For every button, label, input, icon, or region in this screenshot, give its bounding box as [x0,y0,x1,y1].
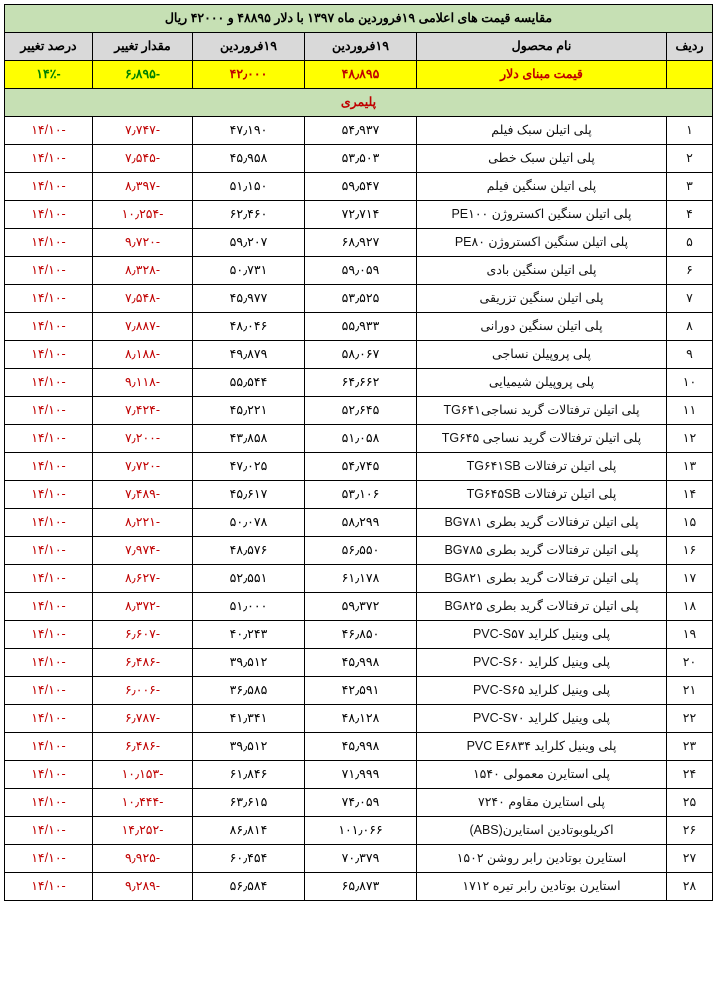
row-index: ۱ [667,117,713,145]
row-value-a: ۶۵٫۸۷۳ [305,873,417,901]
row-value-b: ۳۹٫۵۱۲ [193,649,305,677]
row-value-b: ۶۲٫۴۶۰ [193,201,305,229]
row-index: ۱۹ [667,621,713,649]
row-value-b: ۸۶٫۸۱۴ [193,817,305,845]
row-product-name: پلی اتیلن سبک فیلم [417,117,667,145]
row-change-amount: -۷٫۵۴۸ [93,285,193,313]
row-value-b: ۴۵٫۲۲۱ [193,397,305,425]
table-row [4,257,712,285]
row-index: ۱۱ [667,397,713,425]
row-change-amount: -۶٫۴۸۶ [93,733,193,761]
row-value-a: ۵۹٫۰۵۹ [305,257,417,285]
row-change-amount: -۷٫۲۰۰ [93,425,193,453]
row-change-amount: -۸٫۳۹۷ [93,173,193,201]
row-product-name: پلی اتیلن سنگین اکستروژن PE۱۰۰ [417,201,667,229]
row-product-name: اکریلوبوتادین استایرن(ABS) [417,817,667,845]
row-index: ۳ [667,173,713,201]
row-value-a: ۴۶٫۸۵۰ [305,621,417,649]
row-change-amount: -۷٫۷۴۷ [93,117,193,145]
row-change-amount: -۸٫۶۲۷ [93,565,193,593]
row-change-amount: -۶٫۶۰۷ [93,621,193,649]
row-change-percent: -۱۴/۱۰ [4,313,92,341]
row-value-b: ۵۰٫۷۳۱ [193,257,305,285]
row-value-a: ۱۰۱٫۰۶۶ [305,817,417,845]
row-product-name: پلی وینیل کلراید PVC-S۷۰ [417,705,667,733]
row-change-amount: -۷٫۵۴۵ [93,145,193,173]
row-change-percent: -۱۴/۱۰ [4,621,92,649]
table-row [4,509,712,537]
header-row [4,33,712,61]
row-index: ۱۸ [667,593,713,621]
header-product: نام محصول [417,33,667,61]
table-row [4,593,712,621]
row-value-b: ۴۸٫۰۴۶ [193,313,305,341]
row-change-percent: -۱۴/۱۰ [4,873,92,901]
row-index: ۲۶ [667,817,713,845]
row-value-a: ۴۵٫۹۹۸ [305,733,417,761]
dollar-change-percent: -۱۴٪ [4,61,92,89]
row-product-name: پلی پروپیلن شیمیایی [417,369,667,397]
row-value-b: ۴۵٫۹۵۸ [193,145,305,173]
row-product-name: پلی اتیلن سنگین فیلم [417,173,667,201]
row-change-percent: -۱۴/۱۰ [4,257,92,285]
table-row [4,565,712,593]
row-value-a: ۷۰٫۳۷۹ [305,845,417,873]
row-change-percent: -۱۴/۱۰ [4,117,92,145]
row-value-b: ۴۱٫۳۴۱ [193,705,305,733]
row-index: ۴ [667,201,713,229]
row-value-a: ۷۲٫۷۱۴ [305,201,417,229]
row-change-amount: -۹٫۲۸۹ [93,873,193,901]
row-change-percent: -۱۴/۱۰ [4,173,92,201]
row-change-amount: -۷٫۸۸۷ [93,313,193,341]
row-change-amount: -۶٫۴۸۶ [93,649,193,677]
table-row [4,369,712,397]
title-row [4,5,712,33]
row-change-percent: -۱۴/۱۰ [4,789,92,817]
row-value-a: ۵۳٫۱۰۶ [305,481,417,509]
row-change-amount: -۱۰٫۴۴۴ [93,789,193,817]
row-product-name: پلی اتیلن ترفتالات TG۶۴۱SB [417,453,667,481]
row-change-amount: -۸٫۳۷۲ [93,593,193,621]
row-value-b: ۶۰٫۴۵۴ [193,845,305,873]
row-value-a: ۴۵٫۹۹۸ [305,649,417,677]
row-value-b: ۵۵٫۵۴۴ [193,369,305,397]
row-change-amount: -۷٫۴۲۴ [93,397,193,425]
row-index: ۱۴ [667,481,713,509]
row-index: ۲۵ [667,789,713,817]
table-row [4,649,712,677]
row-value-b: ۶۱٫۸۴۶ [193,761,305,789]
row-value-a: ۵۳٫۵۰۳ [305,145,417,173]
table-row [4,397,712,425]
row-product-name: پلی وینیل کلراید PVC E۶۸۳۴ [417,733,667,761]
row-value-b: ۵۶٫۵۸۴ [193,873,305,901]
row-change-amount: -۸٫۲۲۱ [93,509,193,537]
row-product-name: پلی اتیلن ترفتالات گرید بطری BG۸۲۱ [417,565,667,593]
row-product-name: پلی استایرن مقاوم ۷۲۴۰ [417,789,667,817]
row-change-percent: -۱۴/۱۰ [4,341,92,369]
row-change-amount: -۹٫۹۲۵ [93,845,193,873]
row-product-name: استایرن بوتادین رابر تیره ۱۷۱۲ [417,873,667,901]
row-change-percent: -۱۴/۱۰ [4,677,92,705]
row-change-percent: -۱۴/۱۰ [4,649,92,677]
row-index: ۲۷ [667,845,713,873]
row-change-percent: -۱۴/۱۰ [4,369,92,397]
table-row [4,425,712,453]
row-index: ۱۰ [667,369,713,397]
row-index: ۲۲ [667,705,713,733]
header-change-percent: درصد تغییر [4,33,92,61]
row-value-a: ۵۴٫۷۴۵ [305,453,417,481]
row-value-b: ۴۷٫۰۲۵ [193,453,305,481]
row-value-b: ۴۸٫۵۷۶ [193,537,305,565]
row-value-a: ۶۴٫۶۶۲ [305,369,417,397]
table-row [4,285,712,313]
header-col-a: ۱۹فروردین [305,33,417,61]
row-product-name: پلی وینیل کلراید PVC-S۵۷ [417,621,667,649]
row-value-a: ۷۱٫۹۹۹ [305,761,417,789]
row-product-name: پلی اتیلن ترفتالات گرید نساجیTG۶۴۱ [417,397,667,425]
row-value-b: ۳۶٫۵۸۵ [193,677,305,705]
section-row-polymer [4,89,712,117]
header-index: ردیف [667,33,713,61]
row-change-percent: -۱۴/۱۰ [4,537,92,565]
row-index: ۱۶ [667,537,713,565]
dollar-label: قیمت مبنای دلار [417,61,667,89]
row-value-a: ۵۵٫۹۳۳ [305,313,417,341]
row-value-a: ۴۸٫۱۲۸ [305,705,417,733]
row-value-b: ۳۹٫۵۱۲ [193,733,305,761]
table-row [4,117,712,145]
header-col-b: ۱۹فروردین [193,33,305,61]
table-row [4,313,712,341]
row-product-name: پلی وینیل کلراید PVC-S۶۰ [417,649,667,677]
row-change-amount: -۱۴٫۲۵۲ [93,817,193,845]
row-value-a: ۵۶٫۵۵۰ [305,537,417,565]
row-change-percent: -۱۴/۱۰ [4,145,92,173]
row-change-percent: -۱۴/۱۰ [4,453,92,481]
row-value-a: ۴۲٫۵۹۱ [305,677,417,705]
row-product-name: پلی اتیلن ترفتالات گرید بطری BG۸۲۵ [417,593,667,621]
row-index: ۱۳ [667,453,713,481]
row-value-a: ۵۹٫۳۷۲ [305,593,417,621]
row-value-a: ۵۸٫۰۶۷ [305,341,417,369]
row-change-percent: -۱۴/۱۰ [4,509,92,537]
row-index: ۱۵ [667,509,713,537]
row-value-b: ۶۳٫۶۱۵ [193,789,305,817]
table-row [4,705,712,733]
row-change-amount: -۷٫۷۲۰ [93,453,193,481]
row-index: ۶ [667,257,713,285]
table-row [4,789,712,817]
table-row [4,817,712,845]
row-value-b: ۴۹٫۸۷۹ [193,341,305,369]
row-index: ۱۷ [667,565,713,593]
dollar-col-a: ۴۸٫۸۹۵ [305,61,417,89]
row-value-a: ۵۲٫۶۴۵ [305,397,417,425]
section-label: پلیمری [4,89,712,117]
row-change-percent: -۱۴/۱۰ [4,229,92,257]
row-change-amount: -۸٫۳۲۸ [93,257,193,285]
row-change-amount: -۹٫۷۲۰ [93,229,193,257]
row-change-percent: -۱۴/۱۰ [4,817,92,845]
table-row [4,733,712,761]
row-product-name: پلی وینیل کلراید PVC-S۶۵ [417,677,667,705]
row-index: ۲۱ [667,677,713,705]
table-row [4,873,712,901]
row-index: ۲۰ [667,649,713,677]
row-value-a: ۶۸٫۹۲۷ [305,229,417,257]
row-change-amount: -۹٫۱۱۸ [93,369,193,397]
row-change-percent: -۱۴/۱۰ [4,845,92,873]
row-product-name: پلی اتیلن سنگین تزریقی [417,285,667,313]
row-change-amount: -۸٫۱۸۸ [93,341,193,369]
table-row [4,341,712,369]
row-index: ۲ [667,145,713,173]
row-product-name: پلی پروپیلن نساجی [417,341,667,369]
row-change-percent: -۱۴/۱۰ [4,397,92,425]
row-change-percent: -۱۴/۱۰ [4,201,92,229]
dollar-col-b: ۴۲٫۰۰۰ [193,61,305,89]
row-value-a: ۵۱٫۰۵۸ [305,425,417,453]
row-value-b: ۵۱٫۱۵۰ [193,173,305,201]
row-product-name: پلی اتیلن ترفتالات گرید بطری BG۷۸۱ [417,509,667,537]
row-product-name: استایرن بوتادین رابر روشن ۱۵۰۲ [417,845,667,873]
table-row [4,453,712,481]
row-change-amount: -۷٫۹۷۴ [93,537,193,565]
dollar-base-row [4,61,712,89]
row-product-name: پلی اتیلن ترفتالات TG۶۴۵SB [417,481,667,509]
table-row [4,201,712,229]
table-row [4,845,712,873]
row-change-percent: -۱۴/۱۰ [4,593,92,621]
row-change-percent: -۱۴/۱۰ [4,733,92,761]
row-value-a: ۵۹٫۵۴۷ [305,173,417,201]
table-body [4,117,712,901]
row-value-b: ۴۷٫۱۹۰ [193,117,305,145]
row-value-a: ۵۴٫۹۳۷ [305,117,417,145]
row-index: ۲۸ [667,873,713,901]
row-value-b: ۴۰٫۲۴۳ [193,621,305,649]
dollar-index-blank [667,61,713,89]
row-product-name: پلی استایرن معمولی ۱۵۴۰ [417,761,667,789]
table-row [4,173,712,201]
row-product-name: پلی اتیلن سبک خطی [417,145,667,173]
page-title: مقایسه قیمت های اعلامی ۱۹فروردین ماه ۱۳۹۷ با دلار ۴۸۸۹۵ و ۴۲۰۰۰ ریال [4,5,712,33]
row-change-amount: -۶٫۰۰۶ [93,677,193,705]
row-index: ۲۴ [667,761,713,789]
row-index: ۲۳ [667,733,713,761]
row-product-name: پلی اتیلن سنگین بادی [417,257,667,285]
table-row [4,481,712,509]
row-value-b: ۵۱٫۰۰۰ [193,593,305,621]
row-value-b: ۵۲٫۵۵۱ [193,565,305,593]
row-value-b: ۴۵٫۹۷۷ [193,285,305,313]
row-index: ۷ [667,285,713,313]
table-row [4,145,712,173]
row-change-percent: -۱۴/۱۰ [4,705,92,733]
row-value-a: ۶۱٫۱۷۸ [305,565,417,593]
table-row [4,537,712,565]
row-product-name: پلی اتیلن سنگین دورانی [417,313,667,341]
row-product-name: پلی اتیلن ترفتالات گرید نساجی TG۶۴۵ [417,425,667,453]
row-value-b: ۵۰٫۰۷۸ [193,509,305,537]
row-change-percent: -۱۴/۱۰ [4,761,92,789]
row-change-percent: -۱۴/۱۰ [4,481,92,509]
row-product-name: پلی اتیلن ترفتالات گرید بطری BG۷۸۵ [417,537,667,565]
row-index: ۸ [667,313,713,341]
table-row [4,677,712,705]
table-row [4,761,712,789]
row-change-percent: -۱۴/۱۰ [4,425,92,453]
row-value-a: ۷۴٫۰۵۹ [305,789,417,817]
row-change-amount: -۶٫۷۸۷ [93,705,193,733]
row-value-a: ۵۸٫۲۹۹ [305,509,417,537]
row-value-b: ۴۵٫۶۱۷ [193,481,305,509]
row-index: ۹ [667,341,713,369]
table-row [4,621,712,649]
row-value-a: ۵۳٫۵۲۵ [305,285,417,313]
price-table [4,4,713,901]
row-value-b: ۴۳٫۸۵۸ [193,425,305,453]
dollar-change-amount: -۶٫۸۹۵ [93,61,193,89]
row-change-percent: -۱۴/۱۰ [4,565,92,593]
row-index: ۱۲ [667,425,713,453]
row-change-amount: -۱۰٫۲۵۴ [93,201,193,229]
row-change-amount: -۱۰٫۱۵۳ [93,761,193,789]
row-product-name: پلی اتیلن سنگین اکستروژن PE۸۰ [417,229,667,257]
row-value-b: ۵۹٫۲۰۷ [193,229,305,257]
row-index: ۵ [667,229,713,257]
table-row [4,229,712,257]
row-change-amount: -۷٫۴۸۹ [93,481,193,509]
row-change-percent: -۱۴/۱۰ [4,285,92,313]
header-change-amount: مقدار تغییر [93,33,193,61]
